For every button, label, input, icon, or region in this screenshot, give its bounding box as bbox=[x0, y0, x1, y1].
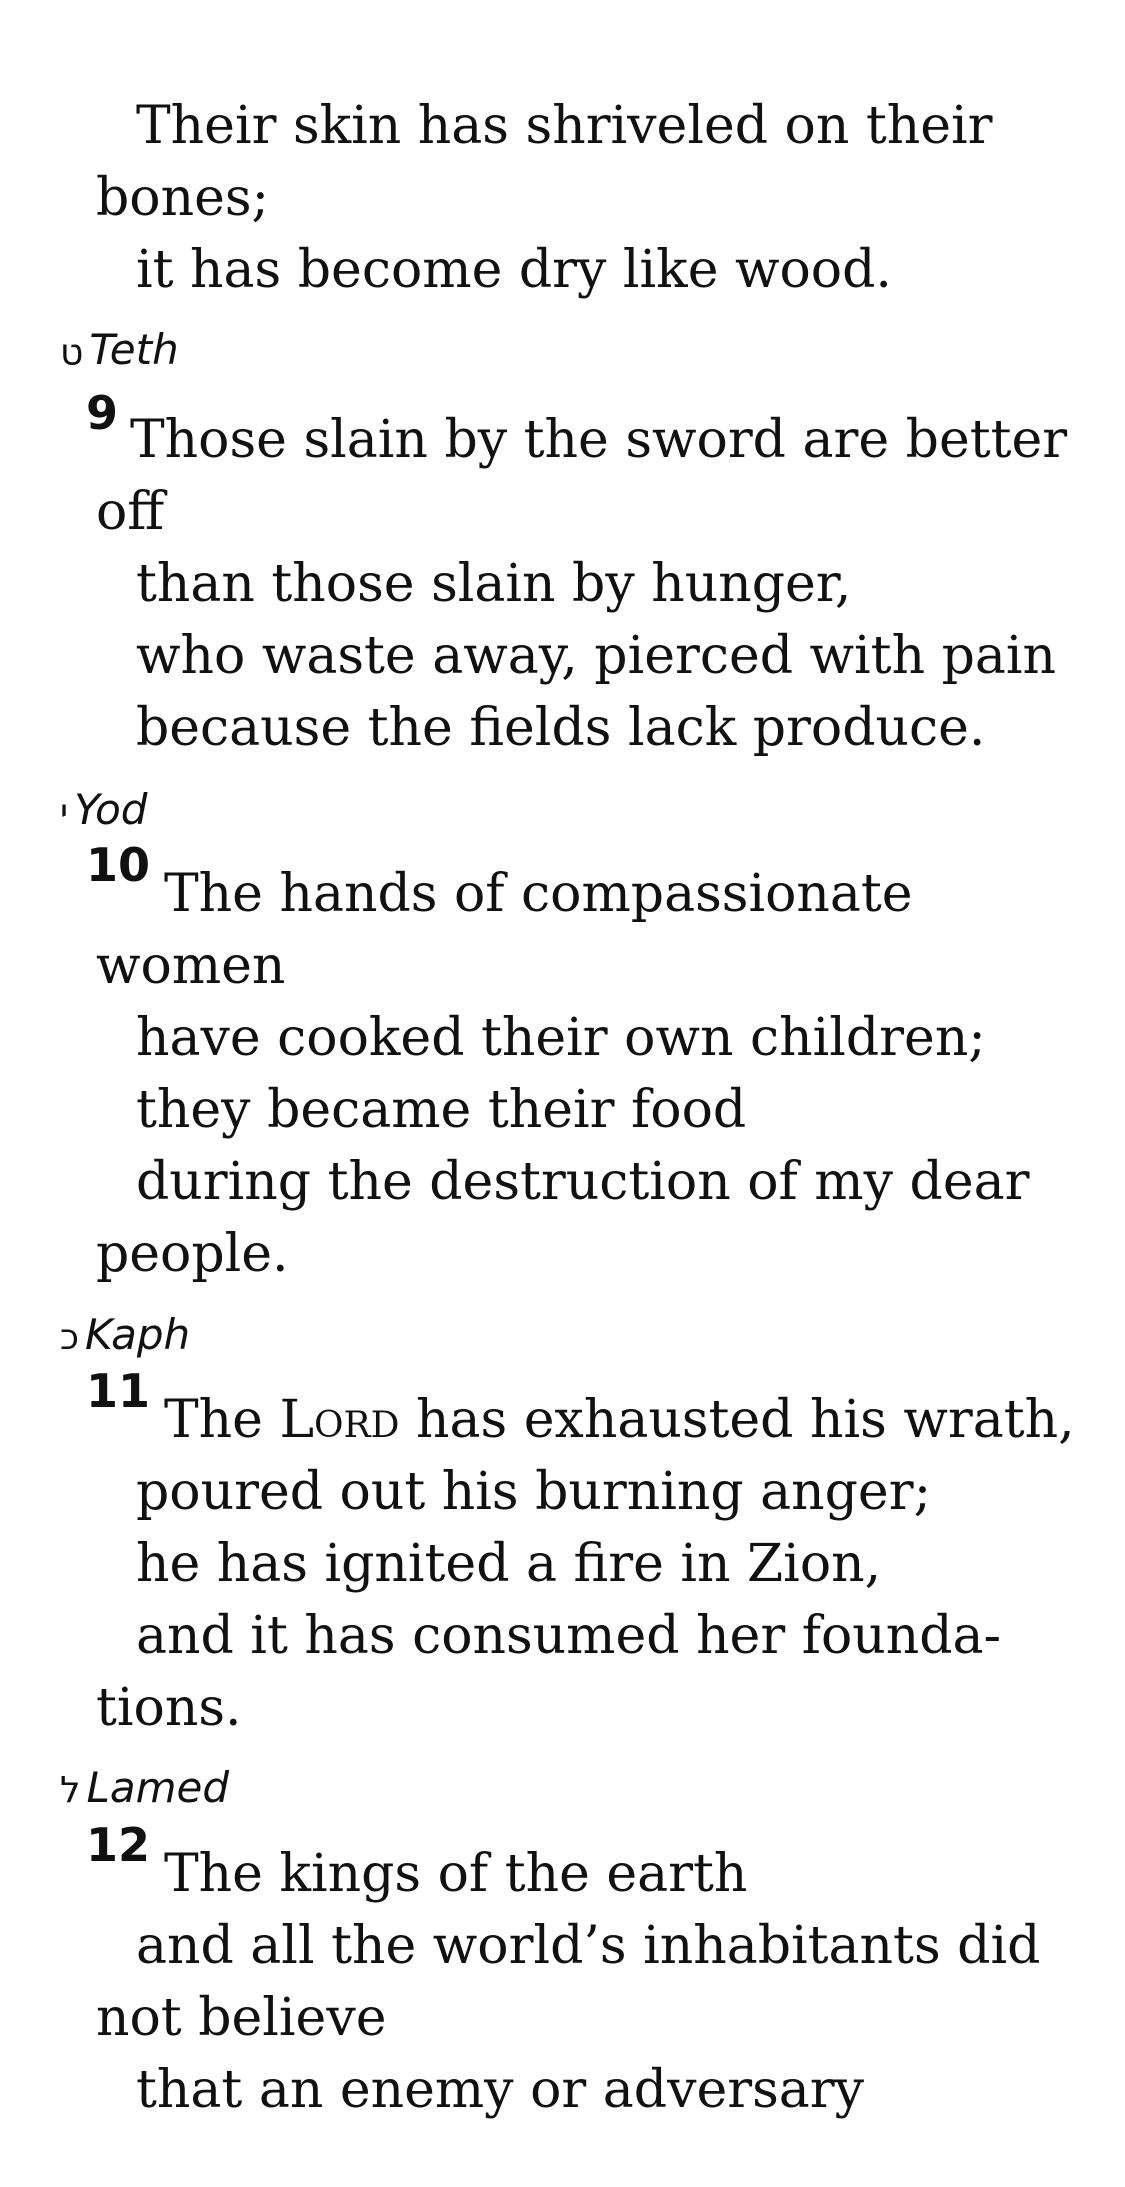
verse-number: 10 bbox=[86, 838, 151, 892]
poem-line: it has become dry like wood. bbox=[136, 240, 892, 300]
section-heading-lamed bbox=[60, 1763, 229, 1816]
section-heading-kaph bbox=[60, 1310, 190, 1363]
poem-line: and all the world’s inhabitants did bbox=[136, 1916, 1041, 1976]
poem-line: The kings of the earth bbox=[164, 1844, 748, 1904]
hebrew-letter-teth: ט bbox=[60, 332, 84, 373]
poem-line: and it has consumed her founda- bbox=[136, 1606, 1002, 1666]
divine-name-lord: Lord bbox=[279, 1390, 400, 1450]
line-text: The bbox=[164, 1390, 280, 1450]
heading-label: Kaph bbox=[85, 1310, 191, 1359]
poem-line: people. bbox=[96, 1224, 289, 1284]
heading-label: Teth bbox=[89, 325, 179, 374]
poem-line: not believe bbox=[96, 1988, 387, 2048]
heading-label: Yod bbox=[74, 785, 148, 834]
hebrew-letter-lamed: ל bbox=[60, 1770, 81, 1811]
verse-number: 9 bbox=[86, 386, 119, 440]
poem-line: tions. bbox=[96, 1678, 242, 1738]
section-heading-yod bbox=[60, 785, 147, 838]
poem-line: poured out his burning anger; bbox=[136, 1462, 932, 1522]
hebrew-letter-yod: י bbox=[60, 792, 69, 833]
poem-line: who waste away, pierced with pain bbox=[136, 626, 1057, 686]
poem-line: off bbox=[96, 482, 165, 542]
poem-line: they became their food bbox=[136, 1080, 747, 1140]
poem-line: that an enemy or adversary bbox=[136, 2060, 864, 2120]
poem-line: because the fields lack produce. bbox=[136, 698, 986, 758]
poem-line: have cooked their own children; bbox=[136, 1008, 986, 1068]
poem-line bbox=[164, 1384, 1125, 1456]
poem-line: women bbox=[96, 936, 286, 996]
line-text: has exhausted his wrath, bbox=[399, 1390, 1075, 1450]
poem-line: Their skin has shriveled on their bbox=[136, 96, 993, 156]
heading-label: Lamed bbox=[86, 1763, 230, 1812]
poem-line: Those slain by the sword are better bbox=[130, 410, 1068, 470]
hebrew-letter-kaph: כ bbox=[60, 1317, 80, 1358]
section-heading-teth bbox=[60, 325, 179, 378]
poem-line: during the destruction of my dear bbox=[136, 1152, 1030, 1212]
verse-number: 12 bbox=[86, 1818, 151, 1872]
verse-number: 11 bbox=[86, 1364, 151, 1418]
poem-line: The hands of compassionate bbox=[164, 864, 913, 924]
poem-line: bones; bbox=[96, 168, 270, 228]
poem-line: he has ignited a fire in Zion, bbox=[136, 1534, 882, 1594]
poem-line: than those slain by hunger, bbox=[136, 554, 852, 614]
